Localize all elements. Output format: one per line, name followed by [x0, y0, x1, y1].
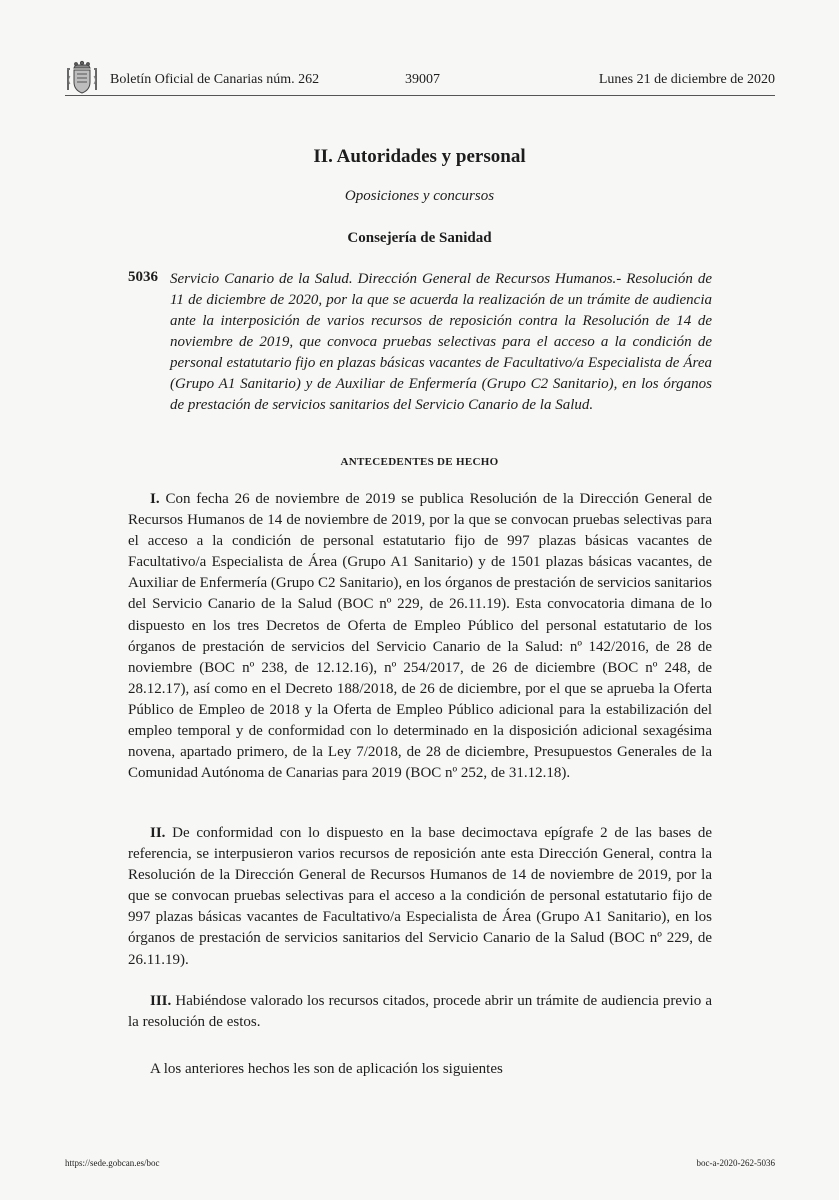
footer-url-link[interactable]: https://sede.gobcan.es/boc — [65, 1158, 160, 1168]
publication-title: Boletín Oficial de Canarias núm. 262 — [110, 72, 320, 87]
entry-summary: Servicio Canario de la Salud. Dirección General de Recursos Humanos.- Resolución de 11 de diciembre de 2020, por la que se acuerda la realización de un trámite de audiencia ante la interposición de varios recursos de reposición contra la Resolución de 14 de noviembre de 2019, que convoca pruebas selectivas para el acceso a la condición de personal estatutario fijo en plazas básicas vacantes de Facultativo/a Especialista de Área (Grupo A1 Sanitario) y de Auxiliar de Enfermería (Grupo C2 Sanitario), en los órganos de prestación de servicios sanitarios del Servicio Canario de la Salud. — [170, 271, 712, 413]
paragraph-text: Con fecha 26 de noviembre de 2019 se publica Resolución de la Dirección General de Recursos Humanos de 14 de noviembre de 2019, por la que se convocan pruebas selectivas para el acceso a la condición de personal estatutario fijo de 997 plazas básicas vacantes de Facultativo/a Especialista de Área (Grupo A1 Sanitario) y de 1501 plazas básicas vacantes, de Auxiliar de Enfermería (Grupo C2 Sanitario), en los órganos de prestación de servicios sanitarios del Servicio Canario de la Salud (BOC nº 229, de 26.11.19). Esta convocatoria dimana de lo dispuesto en los tres Decretos de Oferta de Empleo Público del personal estatutario de los órganos de prestación de servicios del Servicio Canario de la Salud: nº 142/2016, de 28 de noviembre (BOC nº 238, de 12.12.16), nº 254/2017, de 26 de diciembre (BOC nº 248, de 28.12.17), así como en el Decreto 188/2018, de 26 de diciembre, por el que se aprueba la Oferta Público de Empleo de 2018 y la Oferta de Empleo Público adicional para la estabilización del empleo temporal y de conformidad con lo determinado en la disposición adicional sexagésima novena, apartado primero, de la Ley 7/2018, de 28 de diciembre, Presupuestos Generales de la Comunidad Autónoma de Canarias para 2019 (BOC nº 252, de 31.12.18). — [128, 491, 712, 782]
subsection-title: Oposiciones y concursos — [344, 188, 495, 204]
footer-document-id: boc-a-2020-262-5036 — [696, 1158, 775, 1168]
department-title: Consejería de Sanidad — [347, 230, 492, 246]
publication-date: Lunes 21 de diciembre de 2020 — [598, 72, 775, 87]
paragraph-3 — [128, 991, 712, 1033]
entry-number: 5036 — [128, 269, 158, 285]
paragraph-2 — [128, 823, 712, 971]
paragraph-numeral: I. — [150, 491, 160, 507]
paragraph-text: De conformidad con lo dispuesto en la base decimoctava epígrafe 2 de las bases de referencia, se interpusieron varios recursos de reposición ante esta Dirección General, contra la Resolución de la Dirección General de Recursos Humanos de 14 de noviembre de 2019, por la que se convocan pruebas selectivas para el acceso a la condición de personal estatutario fijo de 997 plazas básicas vacantes de Facultativo/a Especialista de Área (Grupo A1 Sanitario), en los órganos de prestación de servicios sanitarios del Servicio Canario de la Salud (BOC nº 229, de 26.11.19). — [128, 825, 713, 968]
page-number: 39007 — [405, 72, 440, 87]
section-title: II. Autoridades y personal — [313, 146, 526, 167]
paragraph-numeral: II. — [150, 825, 166, 841]
paragraph-text: Habiéndose valorado los recursos citados, procede abrir un trámite de audiencia previo a la resolución de estos. — [128, 993, 713, 1031]
header-divider — [65, 95, 775, 96]
paragraph-1 — [128, 489, 712, 784]
antecedentes-heading: ANTECEDENTES DE HECHO — [340, 456, 499, 468]
paragraph-numeral: III. — [150, 993, 172, 1009]
coat-of-arms-icon — [65, 60, 99, 96]
closing-paragraph: A los anteriores hechos les son de aplicación los siguientes — [150, 1061, 503, 1077]
